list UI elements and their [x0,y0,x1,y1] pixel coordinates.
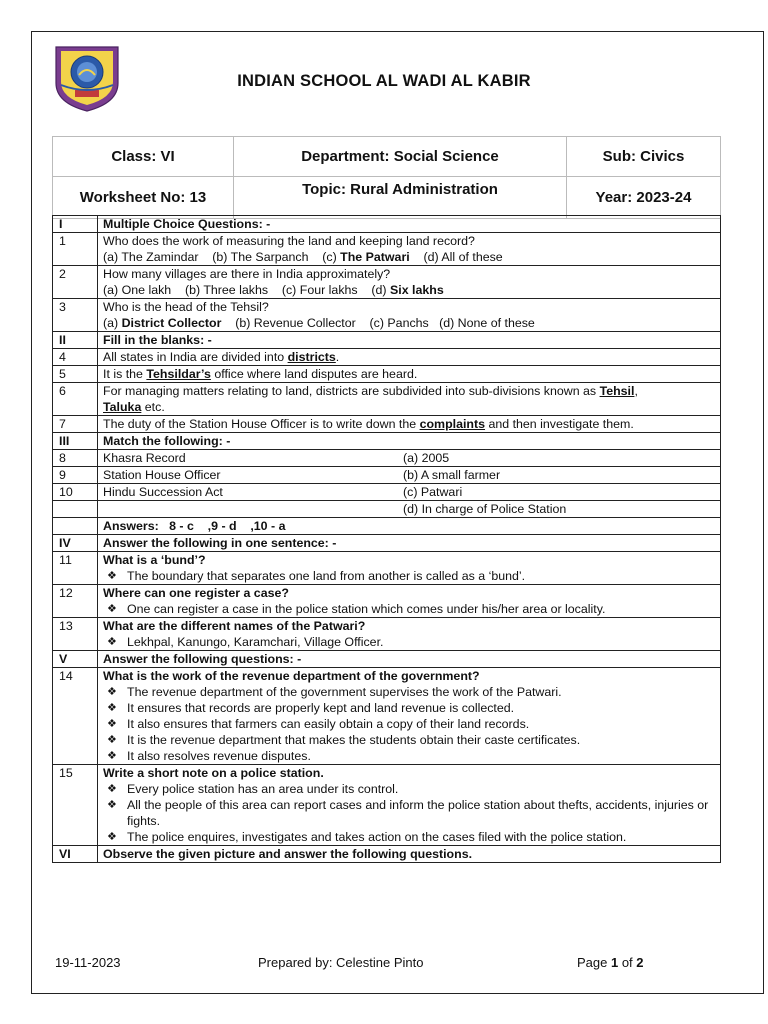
match-right: (a) 2005 [403,451,450,465]
option-c-label: (c) [322,250,341,264]
question-cell [98,383,721,416]
answer-bullet: ❖ It also resolves revenue disputes. [103,748,717,764]
question-number: 13 [53,618,98,651]
blank-answer: Tehsildar’s [146,367,211,381]
year-cell: Year: 2023-24 [567,177,721,219]
match-row [53,501,721,518]
section-title: Observe the given picture and answer the following questions. [98,846,721,863]
question-text: Who is the head of the Tehsil? [103,300,269,314]
question-row [53,266,721,299]
match-row [53,450,721,467]
option-c: (c) Panchs [369,316,429,330]
question-number: 3 [53,299,98,332]
question-text-end: etc. [141,400,165,414]
question-text: The duty of the Station House Officer is to write down the [103,417,420,431]
option-d: (d) All of these [423,250,503,264]
question-number-empty [53,501,98,518]
question-cell [98,416,721,433]
option-a: (a) One lakh [103,283,172,297]
section-row [53,216,721,233]
match-left: Station House Officer [103,468,221,482]
answer-bullet: ❖ It is the revenue department that makes the students obtain their caste certificates. [103,732,717,748]
match-cell [98,450,721,467]
blank-answer: districts [287,350,336,364]
section-row [53,535,721,552]
option-a: (a) The Zamindar [103,250,199,264]
question-row [53,383,721,416]
options [103,282,717,298]
topic-cell: Topic: Rural Administration [234,177,567,219]
question-text-end: office where land disputes are heard. [210,367,418,381]
question-number: 15 [53,765,98,846]
answer-bullet: ❖ All the people of this area can report cases and inform the police station about thefts, accidents, injuries or fights. [103,797,717,829]
section-number: V [53,651,98,668]
option-d-label: (d) [371,283,390,297]
question-text: What are the different names of the Patwari? [103,619,366,633]
match-right: (b) A small farmer [403,468,501,482]
question-text: Write a short note on a police station. [103,766,324,780]
section-title: Answer the following in one sentence: - [98,535,721,552]
question-cell [98,765,721,846]
blank-answer-1: Tehsil [599,384,635,398]
match-answers: Answers: 8 - c ,9 - d ,10 - a [98,518,721,535]
question-number: 10 [53,484,98,501]
question-row [53,618,721,651]
question-number: 7 [53,416,98,433]
question-row [53,668,721,765]
question-text: For managing matters relating to land, districts are subdivided into sub-divisions known as [103,384,600,398]
section-row [53,846,721,863]
question-number: 14 [53,668,98,765]
question-number: 4 [53,349,98,366]
question-text-end: and then investigate them. [485,417,634,431]
question-number: 2 [53,266,98,299]
answers-number-empty [53,518,98,535]
option-d-answer: Six lakhs [389,283,444,297]
question-row [53,366,721,383]
question-row [53,349,721,366]
question-cell [98,552,721,585]
answer-bullet: ❖ The revenue department of the government supervises the work of the Patwari. [103,684,717,700]
question-cell [98,299,721,332]
page-of: of [618,955,637,970]
match-row [53,467,721,484]
option-c-answer: The Patwari [340,250,410,264]
question-row [53,416,721,433]
footer-date: 19-11-2023 [55,955,121,970]
section-title: Match the following: - [98,433,721,450]
question-text: What is the work of the revenue department of the government? [103,669,480,683]
question-number: 5 [53,366,98,383]
section-number: I [53,216,98,233]
class-cell: Class: VI [53,137,234,177]
footer-prepared-by: Prepared by: Celestine Pinto [258,955,424,970]
question-text: It is the [103,367,147,381]
question-cell [98,266,721,299]
separator: , [634,384,638,398]
match-row [53,484,721,501]
section-row [53,651,721,668]
page-label: Page [577,955,611,970]
match-right: (c) Patwari [403,485,463,499]
answer-bullet: ❖ It ensures that records are properly kept and land revenue is collected. [103,700,717,716]
section-row [53,332,721,349]
worksheet-number-cell: Worksheet No: 13 [53,177,234,219]
question-text: Where can one register a case? [103,586,289,600]
worksheet-questions-table [52,215,721,863]
question-number: 9 [53,467,98,484]
options [103,249,717,265]
question-text-end: . [335,350,340,364]
question-cell [98,668,721,765]
question-text: What is a ‘bund’? [103,553,206,567]
blank-answer-2: Taluka [103,400,142,414]
section-title: Multiple Choice Questions: - [98,216,721,233]
section-number: III [53,433,98,450]
match-right: (d) In charge of Police Station [403,502,567,516]
match-cell [98,467,721,484]
option-d: (d) None of these [439,316,535,330]
answer-bullet: ❖ Lekhpal, Kanungo, Karamchari, Village Officer. [103,634,717,650]
section-number: VI [53,846,98,863]
worksheet-header-table [52,136,721,219]
option-a-answer: District Collector [121,316,222,330]
question-number: 1 [53,233,98,266]
answer-bullet: ❖ The boundary that separates one land from another is called as a ‘bund’. [103,568,717,584]
question-cell [98,366,721,383]
question-row [53,585,721,618]
option-a-label: (a) [103,316,122,330]
question-row [53,552,721,585]
question-row [53,299,721,332]
option-c: (c) Four lakhs [281,283,358,297]
section-row [53,433,721,450]
match-cell [98,501,721,518]
answer-bullet: ❖ Every police station has an area under its control. [103,781,717,797]
question-cell [98,618,721,651]
answer-bullet: ❖ The police enquires, investigates and takes action on the cases filed with the police station. [103,829,717,845]
section-number: II [53,332,98,349]
question-cell [98,349,721,366]
match-cell [98,484,721,501]
total-pages: 2 [636,955,644,970]
options [103,315,717,331]
answer-bullet: ❖ One can register a case in the police station which comes under his/her area or locality. [103,601,717,617]
match-left: Hindu Succession Act [103,485,223,499]
question-text: All states in India are divided into [103,350,288,364]
option-b: (b) Revenue Collector [235,316,356,330]
answers-row [53,518,721,535]
question-number: 8 [53,450,98,467]
question-number: 12 [53,585,98,618]
current-page: 1 [610,955,619,970]
question-number: 6 [53,383,98,416]
question-cell [98,585,721,618]
section-title: Fill in the blanks: - [98,332,721,349]
question-row [53,233,721,266]
question-number: 11 [53,552,98,585]
footer-page-number [577,955,644,970]
section-number: IV [53,535,98,552]
option-b: (b) Three lakhs [184,283,269,297]
question-cell [98,233,721,266]
blank-answer: complaints [419,417,486,431]
question-row [53,765,721,846]
match-left: Khasra Record [103,451,186,465]
question-text: How many villages are there in India approximately? [103,267,391,281]
question-text: Who does the work of measuring the land and keeping land record? [103,234,475,248]
option-b: (b) The Sarpanch [212,250,309,264]
section-title: Answer the following questions: - [98,651,721,668]
answer-bullet: ❖ It also ensures that farmers can easily obtain a copy of their land records. [103,716,717,732]
department-cell: Department: Social Science [234,137,567,177]
school-name: INDIAN SCHOOL AL WADI AL KABIR [237,72,531,90]
subject-cell: Sub: Civics [567,137,721,177]
